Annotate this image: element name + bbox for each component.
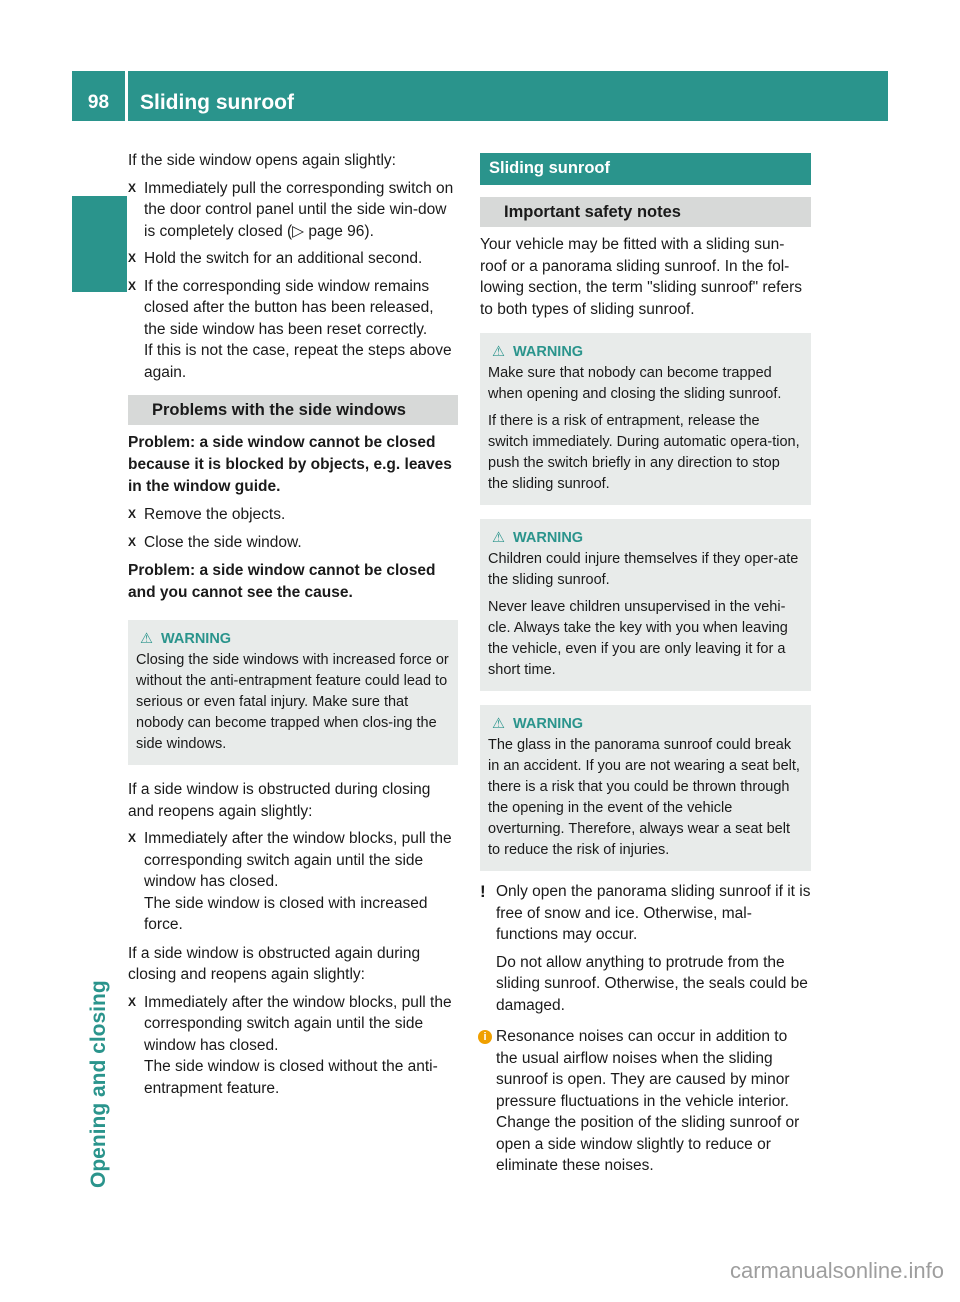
step: X Close the side window. — [128, 532, 458, 554]
side-color-block — [72, 196, 127, 292]
header-separator — [125, 71, 128, 121]
info-note: i Resonance noises can occur in addition to the usual airflow noises when the sliding sunroof is open. They are caused by minor pressure fluctuations in the vehicle interior. Change the position of the sliding sunroof or open a side window slightly to reduce or eliminate these noises. — [480, 1026, 811, 1177]
warning-box: ⚠ WARNING The glass in the panorama sunroof could break in an accident. If you are not wearing a seat belt, there is a risk that you could be thrown through the opening in the event of the vehicle overturning. Therefore, always wear a seat belt to reduce the risk of injuries. — [480, 705, 811, 871]
warning-icon: ⚠ — [492, 530, 505, 546]
right-column — [480, 153, 811, 1177]
page-title: Sliding sunroof — [140, 91, 294, 114]
warning-icon: ⚠ — [140, 631, 153, 647]
caution-note: ! Only open the panorama sliding sunroof if it is free of snow and ice. Otherwise, mal-functions may occur. Do not allow anything to protrude from the sliding sunroof. Otherwise, the seals could be damaged. — [480, 882, 811, 1014]
chapter-tab — [75, 740, 123, 1188]
paragraph: If a side window is obstructed again during closing and reopens again slightly: — [128, 944, 421, 983]
left-column — [128, 150, 458, 1099]
arrow-icon: X — [128, 994, 137, 1009]
problem-heading: Problem: a side window cannot be closed and you cannot see the cause. — [128, 562, 436, 601]
intro-text: If the side window opens again slightly: — [128, 152, 396, 169]
step: X If the corresponding side window remains closed after the button has been released, the side window has been reset correctly. If this is not the case, repeat the steps above again. — [128, 277, 452, 381]
warning-icon: ⚠ — [492, 344, 505, 360]
watermark: carmanualsonline.info — [729, 1258, 944, 1283]
section-heading: Sliding sunroof — [480, 153, 811, 185]
step: X Hold the switch for an additional second. — [128, 248, 458, 270]
paragraph: If a side window is obstructed during closing and reopens again slightly: — [128, 781, 431, 820]
warning-box: ⚠ WARNING Make sure that nobody can become trapped when opening and closing the sliding sunroof. If there is a risk of entrapment, release the switch immediately. During automatic opera-tion, push the switch briefly in any direction to stop the sliding sunroof. — [480, 333, 811, 505]
arrow-icon: X — [128, 251, 137, 265]
step: X Immediately after the window blocks, pull the corresponding switch again until the side window has closed. The side window is closed without the anti-entrapment feature. — [128, 993, 452, 1097]
info-icon: i — [478, 1030, 492, 1044]
step: X Immediately pull the corresponding switch on the door control panel until the side win-dow is completely closed (▷ page 96). — [128, 179, 454, 240]
warning-icon: ⚠ — [492, 716, 505, 732]
warning-box: ⚠ WARNING Closing the side windows with increased force or without the anti-entrapment feature could lead to serious or even fatal injury. Make sure that nobody can become trapped when clos-ing the side windows. — [128, 620, 458, 765]
arrow-icon: X — [128, 831, 137, 845]
chapter-tab-label: Opening and closing — [87, 980, 110, 1188]
subsection-heading: Important safety notes — [480, 197, 811, 227]
page-number: 98 — [87, 92, 110, 113]
arrow-icon: X — [128, 180, 137, 195]
step: X Immediately after the window blocks, pull the corresponding switch again until the side window has closed. The side window is closed with increased force. — [128, 830, 452, 933]
problem-heading: Problem: a side window cannot be closed because it is blocked by objects, e.g. leaves in the window guide. — [128, 434, 452, 495]
step: X Remove the objects. — [128, 504, 458, 526]
exclamation-icon: ! — [480, 882, 486, 901]
arrow-icon: X — [128, 278, 137, 293]
intro-text: Your vehicle may be fitted with a sliding sun-roof or a panorama sliding sunroof. In the fol-lowing section, the term "sliding sunroof" refers to both types of sliding sunroof. — [480, 236, 803, 318]
section-heading: Problems with the side windows — [128, 395, 458, 425]
warning-box: ⚠ WARNING Children could injure themselves if they oper-ate the sliding sunroof. Never leave children unsupervised in the vehi-cle. Always take the key with you when leaving the vehicle, even if you are only leaving it for a short time. — [480, 519, 811, 691]
arrow-icon: X — [128, 507, 137, 521]
arrow-icon: X — [128, 534, 137, 549]
